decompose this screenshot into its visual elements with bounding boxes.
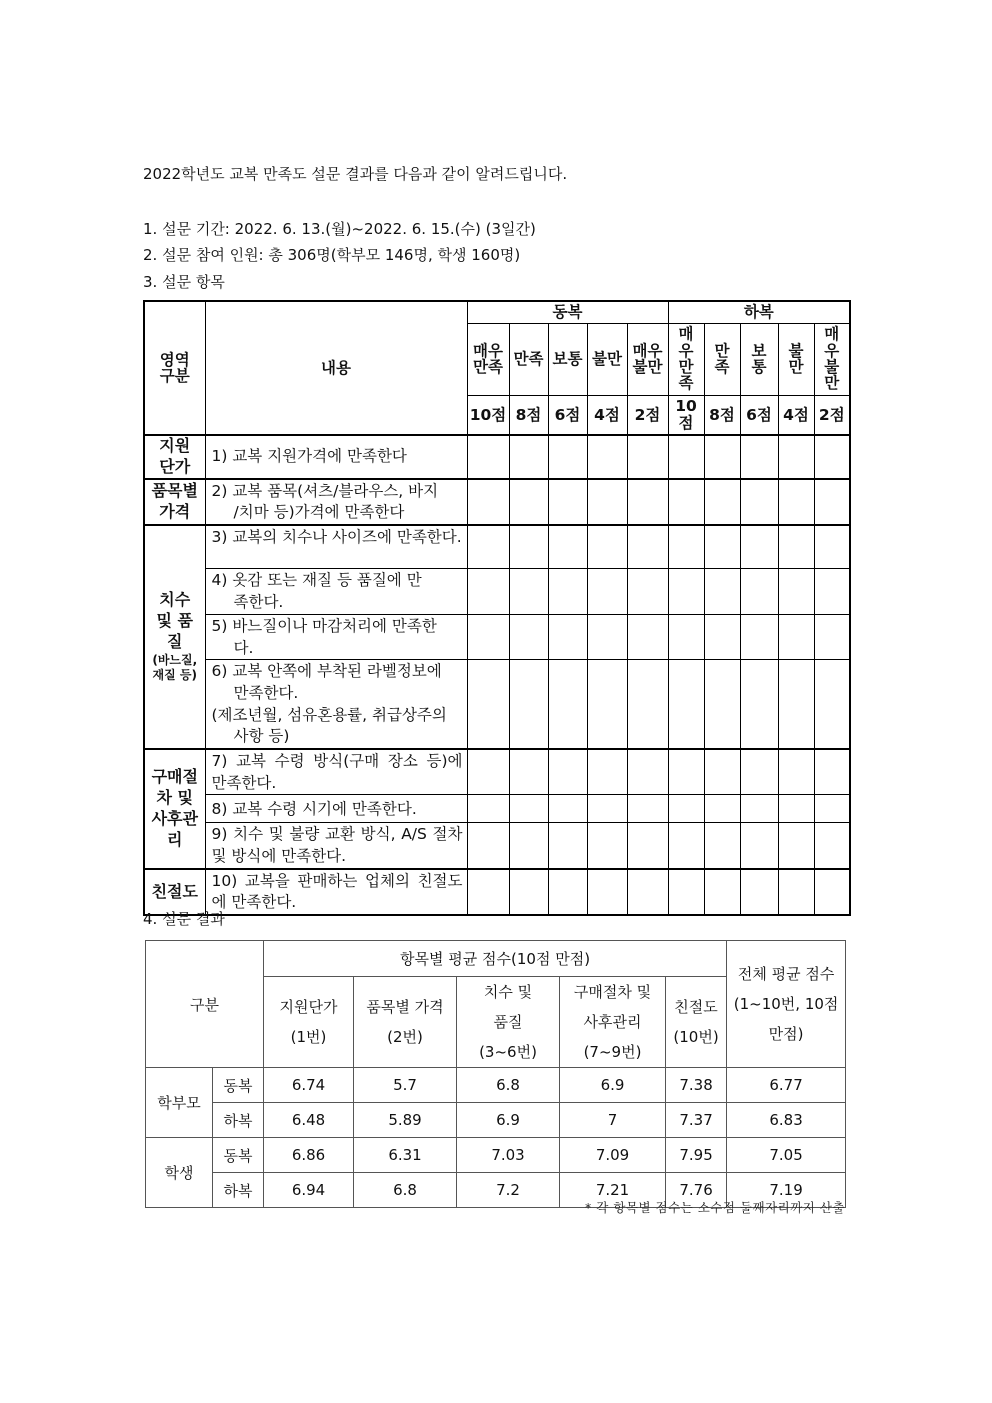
answer-cell[interactable] xyxy=(509,823,548,869)
question-3: 3) 교복의 치수나 사이즈에 만족한다. xyxy=(205,525,467,569)
answer-cell[interactable] xyxy=(778,660,814,749)
answer-cell[interactable] xyxy=(704,569,740,614)
answer-cell[interactable] xyxy=(587,614,627,659)
results-type: 하복 xyxy=(213,1103,264,1138)
category-size-quality xyxy=(144,525,205,749)
table-cell: 5.89 xyxy=(354,1103,457,1138)
rating-header: 불만 xyxy=(587,323,627,395)
answer-cell[interactable] xyxy=(668,479,704,525)
table-cell: 6.77 xyxy=(727,1068,846,1103)
question-6-line1: 6) 교복 안쪽에 부착된 라벨정보에 xyxy=(211,662,442,681)
score-header: 4점 xyxy=(587,395,627,435)
answer-cell[interactable] xyxy=(778,435,814,479)
answer-cell[interactable] xyxy=(627,479,668,525)
table-cell: 5.7 xyxy=(354,1068,457,1103)
score-header: 2점 xyxy=(814,395,850,435)
answer-cell[interactable] xyxy=(778,525,814,569)
category-support-price: 지원 단가 xyxy=(144,435,205,479)
score-header: 10점 xyxy=(668,395,704,435)
answer-cell[interactable] xyxy=(740,614,778,659)
answer-cell[interactable] xyxy=(509,479,548,525)
results-table xyxy=(145,940,846,1208)
answer-cell[interactable] xyxy=(740,795,778,823)
answer-cell[interactable] xyxy=(467,479,509,525)
answer-cell[interactable] xyxy=(778,823,814,869)
answer-cell[interactable] xyxy=(467,435,509,479)
question-4-line2: 족한다. xyxy=(233,593,284,612)
answer-cell[interactable] xyxy=(627,614,668,659)
question-10: 10) 교복을 판매하는 업체의 친절도에 만족한다. xyxy=(205,869,467,915)
answer-cell[interactable] xyxy=(778,869,814,915)
score-header: 4점 xyxy=(778,395,814,435)
answer-cell[interactable] xyxy=(778,749,814,795)
results-group-parents: 학부모 xyxy=(146,1068,213,1138)
answer-cell[interactable] xyxy=(467,569,509,614)
rating-header: 만족 xyxy=(704,323,740,395)
answer-cell[interactable] xyxy=(668,569,704,614)
answer-cell[interactable] xyxy=(587,869,627,915)
table-cell: 7.2 xyxy=(457,1173,560,1208)
answer-cell[interactable] xyxy=(814,569,850,614)
question-9: 9) 치수 및 불량 교환 방식, A/S 절차 및 방식에 만족한다. xyxy=(205,823,467,869)
answer-cell[interactable] xyxy=(627,525,668,569)
answer-cell[interactable] xyxy=(704,869,740,915)
answer-cell[interactable] xyxy=(778,614,814,659)
table-cell: 6.8 xyxy=(457,1068,560,1103)
answer-cell[interactable] xyxy=(548,749,587,795)
table-cell: 6.9 xyxy=(560,1068,666,1103)
table-cell: 7.03 xyxy=(457,1138,560,1173)
header-summer: 하복 xyxy=(668,301,850,323)
answer-cell[interactable] xyxy=(668,749,704,795)
table-cell: 7.37 xyxy=(666,1103,727,1138)
answer-cell[interactable] xyxy=(814,479,850,525)
question-2 xyxy=(205,479,467,525)
score-header: 10점 xyxy=(467,395,509,435)
answer-cell[interactable] xyxy=(704,823,740,869)
table-cell: 6.31 xyxy=(354,1138,457,1173)
rating-header: 매우 만족 xyxy=(668,323,704,395)
results-header-item: 치수 및 품질 (3~6번) xyxy=(457,977,560,1068)
answer-cell[interactable] xyxy=(627,569,668,614)
results-header-item: 지원단가 (1번) xyxy=(264,977,354,1068)
answer-cell[interactable] xyxy=(814,823,850,869)
answer-cell[interactable] xyxy=(548,435,587,479)
score-header: 6점 xyxy=(548,395,587,435)
score-header: 8점 xyxy=(509,395,548,435)
answer-cell[interactable] xyxy=(668,869,704,915)
answer-cell[interactable] xyxy=(627,869,668,915)
answer-cell[interactable] xyxy=(467,749,509,795)
answer-cell[interactable] xyxy=(778,479,814,525)
category-kindness: 친절도 xyxy=(144,869,205,915)
answer-cell[interactable] xyxy=(509,614,548,659)
question-4 xyxy=(205,569,467,614)
answer-cell[interactable] xyxy=(740,823,778,869)
answer-cell[interactable] xyxy=(548,525,587,569)
header-area: 영역 구분 xyxy=(144,301,205,435)
answer-cell[interactable] xyxy=(740,569,778,614)
answer-cell[interactable] xyxy=(509,660,548,749)
table-cell: 6.74 xyxy=(264,1068,354,1103)
results-header-item: 품목별 가격 (2번) xyxy=(354,977,457,1068)
table-cell: 6.48 xyxy=(264,1103,354,1138)
answer-cell[interactable] xyxy=(509,795,548,823)
answer-cell[interactable] xyxy=(548,614,587,659)
rating-header: 보통 xyxy=(548,323,587,395)
answer-cell[interactable] xyxy=(778,569,814,614)
answer-cell[interactable] xyxy=(814,749,850,795)
answer-cell[interactable] xyxy=(668,660,704,749)
answer-cell[interactable] xyxy=(814,869,850,915)
results-type: 하복 xyxy=(213,1173,264,1208)
answer-cell[interactable] xyxy=(509,749,548,795)
rating-header: 매우 불만 xyxy=(814,323,850,395)
answer-cell[interactable] xyxy=(740,435,778,479)
answer-cell[interactable] xyxy=(704,525,740,569)
answer-cell[interactable] xyxy=(778,795,814,823)
table-cell: 7.76 xyxy=(666,1173,727,1208)
question-5-line2: 다. xyxy=(233,638,254,657)
answer-cell[interactable] xyxy=(627,660,668,749)
answer-cell[interactable] xyxy=(814,435,850,479)
answer-cell[interactable] xyxy=(668,435,704,479)
answer-cell[interactable] xyxy=(704,795,740,823)
answer-cell[interactable] xyxy=(814,795,850,823)
score-header: 6점 xyxy=(740,395,778,435)
answer-cell[interactable] xyxy=(627,823,668,869)
question-6 xyxy=(205,660,467,749)
answer-cell[interactable] xyxy=(814,525,850,569)
question-5-line1: 5) 바느질이나 마감처리에 만족한 xyxy=(211,616,437,635)
category-item-price: 품목별 가격 xyxy=(144,479,205,525)
table-cell: 7.19 xyxy=(727,1173,846,1208)
answer-cell[interactable] xyxy=(627,749,668,795)
answer-cell[interactable] xyxy=(509,525,548,569)
question-2-line2: /치마 등)가격에 만족한다 xyxy=(233,503,405,522)
answer-cell[interactable] xyxy=(548,569,587,614)
score-header: 2점 xyxy=(627,395,668,435)
rating-header: 매우 불만 xyxy=(627,323,668,395)
intro-text: 2022학년도 교복 만족도 설문 결과를 다음과 같이 알려드립니다. xyxy=(143,165,568,183)
table-cell: 7.38 xyxy=(666,1068,727,1103)
question-2-line1: 2) 교복 품목(셔츠/블라우스, 바지 xyxy=(211,481,439,500)
results-footnote: * 각 항목별 점수는 소수점 둘째자리까지 산출 xyxy=(585,1200,845,1215)
results-header-total: 전체 평균 점수 (1~10번, 10점 만점) xyxy=(727,941,846,1068)
question-7: 7) 교복 수령 방식(구매 장소 등)에 만족한다. xyxy=(205,749,467,795)
answer-cell[interactable] xyxy=(587,479,627,525)
results-header-group: 구분 xyxy=(146,941,264,1068)
answer-cell[interactable] xyxy=(548,479,587,525)
survey-items-heading: 3. 설문 항목 xyxy=(143,273,225,291)
answer-cell[interactable] xyxy=(668,525,704,569)
answer-cell[interactable] xyxy=(548,869,587,915)
table-cell: 6.9 xyxy=(457,1103,560,1138)
results-group-students: 학생 xyxy=(146,1138,213,1208)
answer-cell[interactable] xyxy=(704,660,740,749)
answer-cell[interactable] xyxy=(467,614,509,659)
answer-cell[interactable] xyxy=(740,749,778,795)
rating-header: 만족 xyxy=(509,323,548,395)
score-header: 8점 xyxy=(704,395,740,435)
answer-cell[interactable] xyxy=(740,660,778,749)
answer-cell[interactable] xyxy=(509,435,548,479)
question-6-line3: (제조년월, 섬유혼용률, 취급상주의 xyxy=(211,705,447,724)
answer-cell[interactable] xyxy=(668,823,704,869)
question-5 xyxy=(205,614,467,659)
survey-table xyxy=(143,300,851,916)
answer-cell[interactable] xyxy=(509,569,548,614)
table-cell: 6.94 xyxy=(264,1173,354,1208)
answer-cell[interactable] xyxy=(740,869,778,915)
table-cell: 7.21 xyxy=(560,1173,666,1208)
rating-header: 불만 xyxy=(778,323,814,395)
answer-cell[interactable] xyxy=(587,795,627,823)
question-8: 8) 교복 수령 시기에 만족한다. xyxy=(205,795,467,823)
answer-cell[interactable] xyxy=(627,435,668,479)
answer-cell[interactable] xyxy=(587,660,627,749)
answer-cell[interactable] xyxy=(467,823,509,869)
answer-cell[interactable] xyxy=(668,795,704,823)
answer-cell[interactable] xyxy=(467,660,509,749)
answer-cell[interactable] xyxy=(587,525,627,569)
answer-cell[interactable] xyxy=(704,435,740,479)
survey-participants: 2. 설문 참여 인원: 총 306명(학부모 146명, 학생 160명) xyxy=(143,246,521,264)
results-type: 동복 xyxy=(213,1138,264,1173)
answer-cell[interactable] xyxy=(587,749,627,795)
answer-cell[interactable] xyxy=(587,569,627,614)
answer-cell[interactable] xyxy=(704,479,740,525)
answer-cell[interactable] xyxy=(587,823,627,869)
rating-header: 매우 만족 xyxy=(467,323,509,395)
results-heading: 4. 설문 결과 xyxy=(143,910,225,928)
answer-cell[interactable] xyxy=(668,614,704,659)
answer-cell[interactable] xyxy=(548,795,587,823)
answer-cell[interactable] xyxy=(704,749,740,795)
answer-cell[interactable] xyxy=(467,795,509,823)
category-size-quality-sub: (바느질, 재질 등) xyxy=(152,652,198,683)
answer-cell[interactable] xyxy=(467,869,509,915)
answer-cell[interactable] xyxy=(814,614,850,659)
answer-cell[interactable] xyxy=(627,795,668,823)
table-cell: 6.8 xyxy=(354,1173,457,1208)
answer-cell[interactable] xyxy=(548,823,587,869)
results-header-item: 구매절차 및 사후관리 (7~9번) xyxy=(560,977,666,1068)
question-6-line4: 사항 등) xyxy=(233,727,290,746)
answer-cell[interactable] xyxy=(509,869,548,915)
answer-cell[interactable] xyxy=(740,479,778,525)
survey-period: 1. 설문 기간: 2022. 6. 13.(월)~2022. 6. 15.(수) (3일간) xyxy=(143,220,536,238)
rating-header: 보통 xyxy=(740,323,778,395)
results-header-item: 친절도 (10번) xyxy=(666,977,727,1068)
answer-cell[interactable] xyxy=(704,614,740,659)
question-4-line1: 4) 옷감 또는 재질 등 품질에 만 xyxy=(211,571,422,590)
answer-cell[interactable] xyxy=(814,660,850,749)
answer-cell[interactable] xyxy=(467,525,509,569)
table-cell: 7.05 xyxy=(727,1138,846,1173)
category-size-quality-label: 치수 및 품질 xyxy=(156,590,193,651)
question-6-line2: 만족한다. xyxy=(233,683,299,702)
category-purchase-aftercare: 구매절 차 및 사후관 리 xyxy=(144,749,205,869)
answer-cell[interactable] xyxy=(587,435,627,479)
header-winter: 동복 xyxy=(467,301,668,323)
results-type: 동복 xyxy=(213,1068,264,1103)
question-1: 1) 교복 지원가격에 만족한다 xyxy=(205,435,467,479)
answer-cell[interactable] xyxy=(548,660,587,749)
results-header-items: 항목별 평균 점수(10점 만점) xyxy=(264,941,727,977)
table-cell: 7.95 xyxy=(666,1138,727,1173)
table-cell: 6.83 xyxy=(727,1103,846,1138)
table-cell: 6.86 xyxy=(264,1138,354,1173)
table-cell: 7 xyxy=(560,1103,666,1138)
table-cell: 7.09 xyxy=(560,1138,666,1173)
header-content: 내용 xyxy=(205,301,467,435)
answer-cell[interactable] xyxy=(740,525,778,569)
